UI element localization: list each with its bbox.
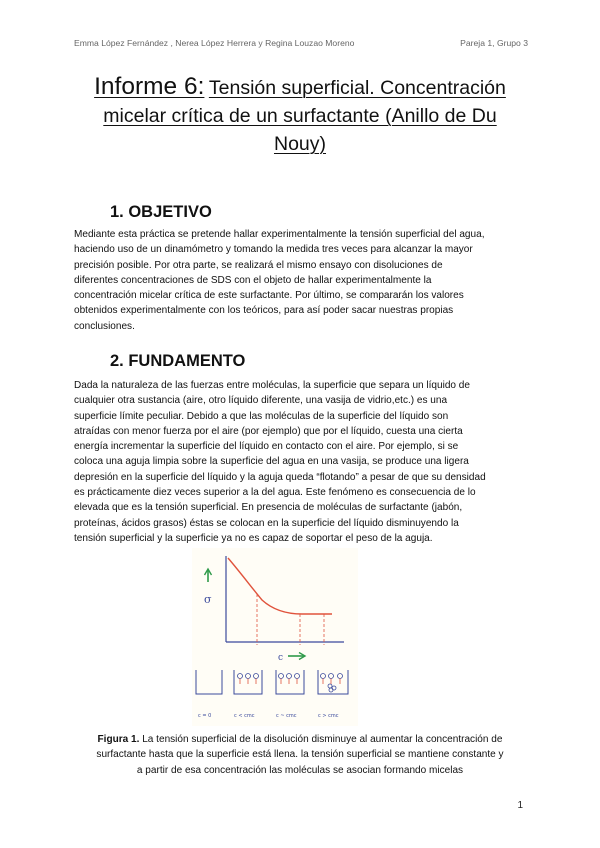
paragraph-objetivo xyxy=(74,227,526,334)
header-authors: Emma López Fernández , Nerea López Herrera y Regina Louzao Moreno xyxy=(74,38,355,48)
beaker-label: c = 0 xyxy=(198,713,212,719)
caption-line: a partir de esa concentración las moléculas se asocian formando micelas xyxy=(136,764,464,776)
beaker-label: c ~ cmc xyxy=(276,713,297,719)
text-line: coloca una aguja limpia sobre la superficie del agua en una vasija, se produce una ligera xyxy=(74,456,469,468)
text-line: diferentes concentraciones de SDS con el objeto de hallar experimentalmente la xyxy=(74,274,432,286)
text-line: elevada que es la tensión superficial. En presencia de moléculas de surfactante (jabón, xyxy=(74,502,463,514)
text-line: depresión en la superficie del líquido y la aguja queda “flotando” a pesar de que su densidad xyxy=(74,471,486,483)
text-line: Mediante esta práctica se pretende hallar experimentalmente la tensión superficial del agua, xyxy=(74,229,485,240)
text-line: precisión posible. Por otra parte, se realizará el mismo ensayo con disoluciones de xyxy=(74,259,443,271)
paragraph-fundamento xyxy=(74,378,526,546)
caption-label: Figura 1. xyxy=(97,734,140,745)
text-line: cualquier otra sustancia (aire, otro líquido diferente, una vasija de vidrio,etc.) es una xyxy=(74,395,448,407)
title-line1: Tensión superficial. Concentración xyxy=(208,77,506,99)
c-label: c xyxy=(278,653,284,663)
text-line: atraídas con menor fuerza por el aire (por ejemplo) que por el líquido, cuesta una cierta xyxy=(74,425,463,437)
text-line: Dada la naturaleza de las fuerzas entre moléculas, la superficie que separa un líquido de xyxy=(74,380,470,391)
text-line: concentración micelar crítica de este surfactante. Por último, se compararán los valores xyxy=(74,290,464,302)
figure-caption xyxy=(70,732,530,778)
beaker-label: c < cmc xyxy=(234,713,255,719)
text-line: superficie límite peculiar. Debido a que las moléculas de la superficie del líquido son xyxy=(74,410,449,422)
text-line: obtenidos experimentalmente con los teóricos, para así poder sacar nuestras propias xyxy=(74,305,454,317)
title-prefix: Informe 6: xyxy=(94,73,205,100)
text-line: proteínas, ácidos grasos) éstas se colocan en la superficie del líquido disminuyendo la xyxy=(74,517,459,529)
page-number: 1 xyxy=(517,800,523,811)
sketch-paper xyxy=(192,548,358,726)
title-line3: Nouy) xyxy=(273,133,327,155)
text-line: es prácticamente diez veces superior a la del agua. Este fenómeno es consecuencia de lo xyxy=(74,487,476,499)
text-line: conclusiones. xyxy=(74,320,135,332)
text-line: tensión superficial y la superficie ya no es capaz de soportar el peso de la aguja. xyxy=(74,532,433,544)
text-line: energía incrementar la superficie del líquido en contacto con el aire. Por ejemplo, si se xyxy=(74,441,459,453)
surface-tension-sketch xyxy=(192,548,358,726)
report-title xyxy=(66,74,534,159)
section-heading-objetivo: 1. OBJETIVO xyxy=(110,203,212,221)
caption-line: surfactante hasta que la superficie está llena. la tensión superficial se mantiene constante y xyxy=(96,749,504,761)
title-line2: micelar crítica de un surfactante (Anillo de Du xyxy=(103,105,497,127)
header-group: Pareja 1, Grupo 3 xyxy=(460,38,528,48)
sigma-label: σ xyxy=(204,593,212,606)
beaker-label: c > cmc xyxy=(318,713,339,719)
caption-line: La tensión superficial de la disolución disminuye al aumentar la concentración de xyxy=(142,734,503,745)
section-heading-fundamento: 2. FUNDAMENTO xyxy=(110,352,246,370)
text-line: haciendo uso de un dinamómetro y tomando la medida tres veces para alcanzar la mayor xyxy=(74,244,473,256)
